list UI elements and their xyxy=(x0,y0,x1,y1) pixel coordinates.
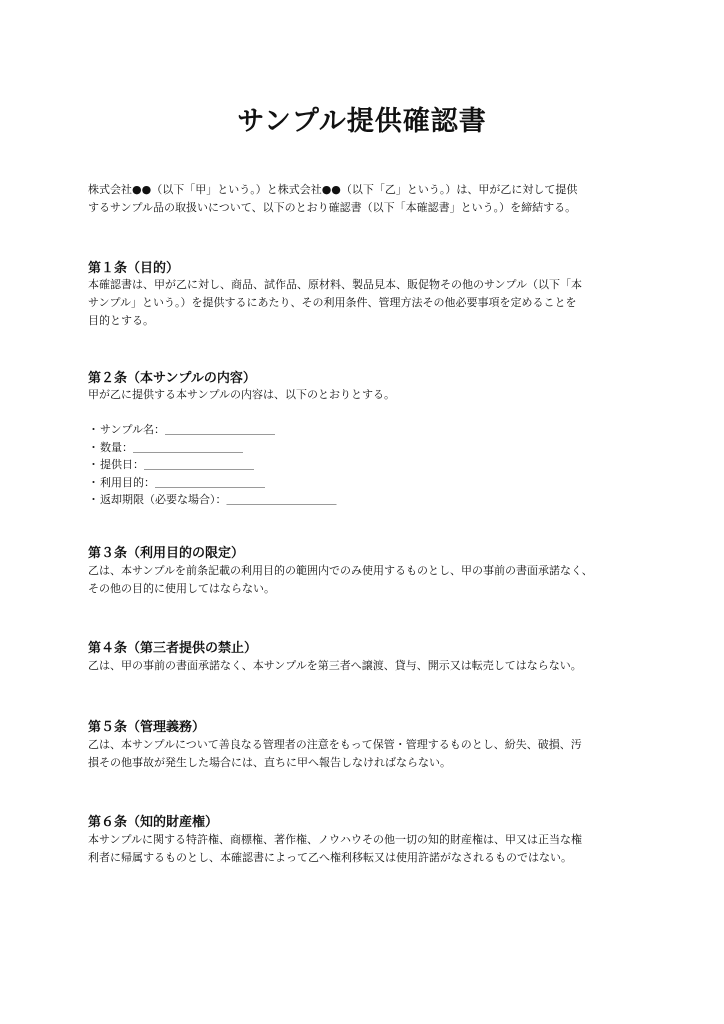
article-5-heading: 第５条（管理義務） xyxy=(88,720,206,735)
article-line: サンプル」という。）を提供するにあたり、その利用条件、管理方法その他必要事項を定めることを xyxy=(88,296,577,309)
document-title: サンプル提供確認書 xyxy=(237,106,487,137)
article-line: 損その他事故が発生した場合には、直ちに甲へ報告しなければならない。 xyxy=(88,756,451,769)
return-deadline-field: 返却期限（必要な場合）：＿＿＿＿＿＿＿＿＿＿ xyxy=(100,493,337,507)
sample-name-field: サンプル名：＿＿＿＿＿＿＿＿＿＿ xyxy=(100,423,276,436)
article-line: 乙は、甲の事前の書面承諾なく、本サンプルを第三者へ譲渡、貸与、開示又は転売してはならない。 xyxy=(88,659,582,672)
list-item xyxy=(88,491,337,509)
preamble xyxy=(88,181,648,217)
list-item xyxy=(88,474,337,492)
delivery-date-field: 提供日：＿＿＿＿＿＿＿＿＿＿ xyxy=(100,458,254,472)
list-item xyxy=(88,439,337,457)
bullet: ・ xyxy=(88,458,99,472)
list-item xyxy=(88,421,337,439)
article-line: 甲が乙に提供する本サンプルの内容は、以下のとおりとする。 xyxy=(88,388,396,401)
article-1-body xyxy=(88,276,648,330)
article-6-body xyxy=(88,831,648,867)
sample-details-list xyxy=(88,421,337,509)
article-line: 本確認書は、甲が乙に対し、商品、試作品、原材料、製品見本、販促物その他のサンプル（以下「本 xyxy=(88,278,583,291)
list-item xyxy=(88,456,337,474)
article-3-body xyxy=(88,562,648,598)
preamble-line: するサンプル品の取扱いについて、以下のとおり確認書（以下「本確認書」という。）を締結する。 xyxy=(88,201,577,214)
article-3-heading: 第３条（利用目的の限定） xyxy=(88,546,245,561)
article-6-heading: 第６条（知的財産権） xyxy=(88,815,219,830)
article-line: 乙は、本サンプルを前条記載の利用目的の範囲内でのみ使用するものとし、甲の事前の書面承諾なく、 xyxy=(88,564,593,577)
bullet: ・ xyxy=(88,423,99,436)
bullet: ・ xyxy=(88,440,99,454)
quantity-field: 数量：＿＿＿＿＿＿＿＿＿＿ xyxy=(100,440,243,454)
article-line: 利者に帰属するものとし、本確認書によって乙へ権利移転又は使用許諾がなされるものではない。 xyxy=(88,851,572,864)
bullet: ・ xyxy=(88,475,99,489)
article-4-body xyxy=(88,657,648,675)
article-line: 乙は、本サンプルについて善良なる管理者の注意をもって保管・管理するものとし、紛失、破損、汚 xyxy=(88,738,582,751)
bullet: ・ xyxy=(88,493,99,507)
article-line: その他の目的に使用してはならない。 xyxy=(88,582,275,595)
purpose-field: 利用目的：＿＿＿＿＿＿＿＿＿＿ xyxy=(100,475,265,489)
preamble-line: 株式会社●●（以下「甲」という。）と株式会社●●（以下「乙」という。）は、甲が乙に対して提供 xyxy=(88,183,578,196)
article-line: 目的とする。 xyxy=(88,314,154,327)
article-4-heading: 第４条（第三者提供の禁止） xyxy=(88,641,258,656)
article-5-body xyxy=(88,736,648,772)
article-line: 本サンプルに関する特許権、商標権、著作権、ノウハウその他一切の知的財産権は、甲又は正当な権 xyxy=(88,833,583,846)
article-2-heading: 第２条（本サンプルの内容） xyxy=(88,371,256,386)
article-2-body xyxy=(88,386,648,404)
article-1-heading: 第１条（目的） xyxy=(88,261,180,276)
